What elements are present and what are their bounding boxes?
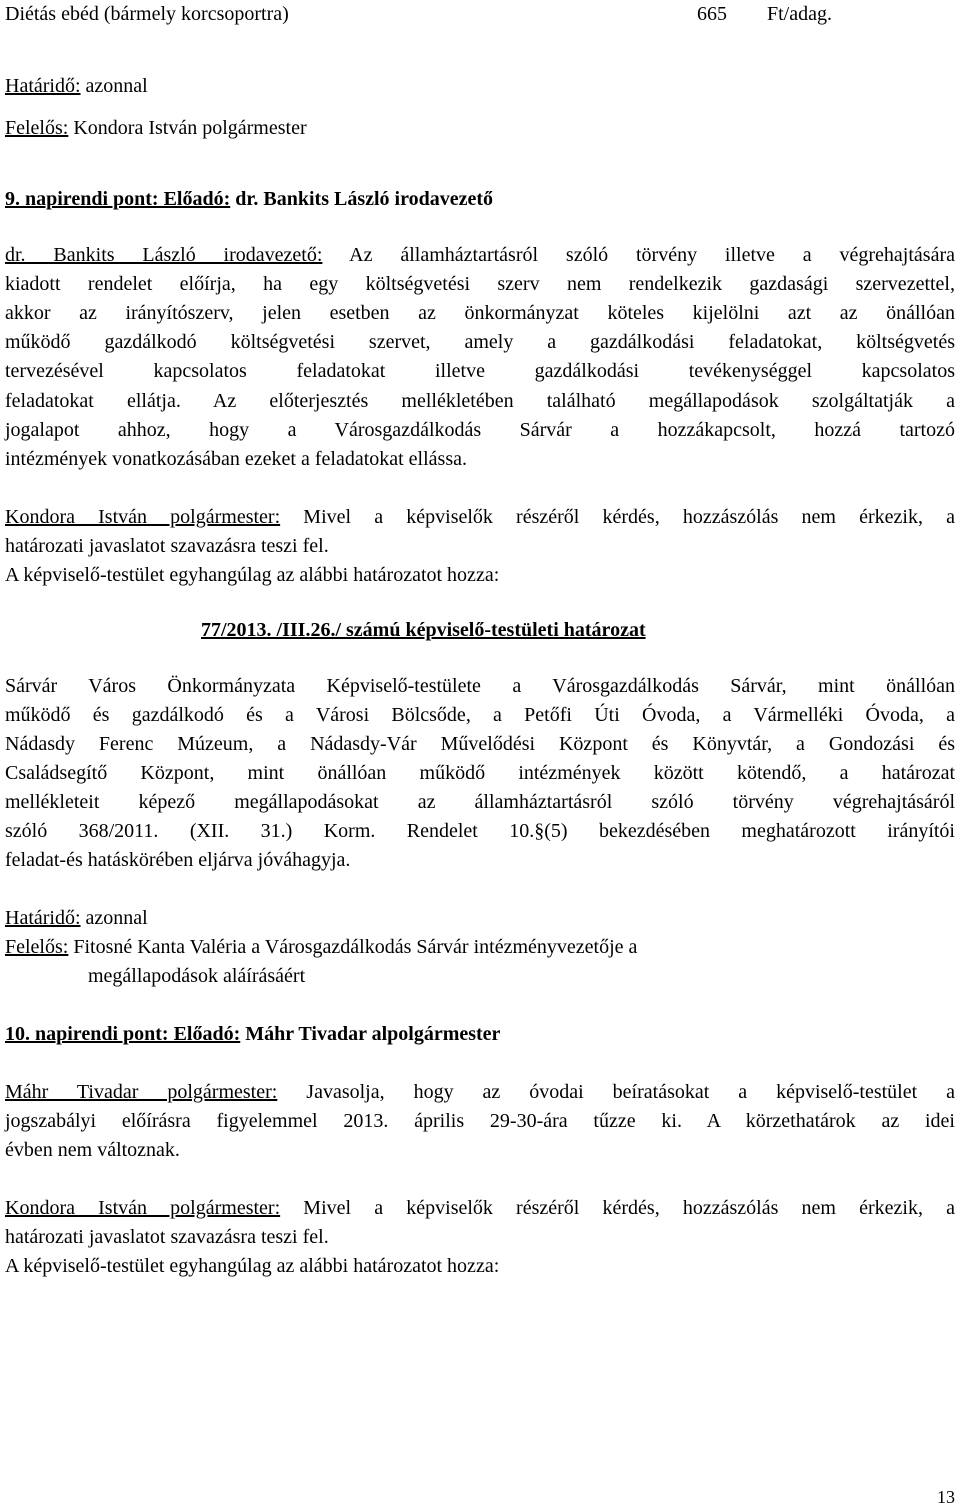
resolution-line: Nádasdy Ferenc Múzeum, a Nádasdy-Vár Művelődési Központ és Könyvtár, a Gondozási és (5, 733, 955, 755)
responsible-line (5, 933, 637, 961)
menu-item-unit (767, 0, 832, 28)
deadline-value: azonnal (80, 75, 148, 97)
speech-line: kiadott rendelet előírja, ha egy költségvetési szerv nem rendelkezik gazdasági szervezettel, (5, 273, 955, 295)
resolution-line: mellékleteit képező megállapodásokat az államháztartásról szóló törvény végrehajtásáról (5, 791, 955, 813)
responsible-value-cont: megállapodások aláírásáért (88, 965, 306, 987)
resolution-title: 77/2013. /III.26./ számú képviselő-testületi határozat (201, 619, 646, 641)
mayor-speech-line: Kondora István polgármester: Mivel a képviselők részéről kérdés, hozzászólás nem érkezik, a (5, 506, 955, 528)
resolution-line: Családsegítő Központ, mint önállóan működő intézmények között kötendő, a határozat (5, 762, 955, 784)
agenda-heading-label: napirendi pont: Előadó: (30, 1023, 241, 1045)
speech-line: intézmények vonatkozásában ezeket a feladatokat ellássa. (5, 448, 467, 470)
menu-item-row (5, 0, 289, 28)
responsible-value: Kondora István polgármester (68, 117, 307, 139)
speech-line: feladatokat ellátja. Az előterjesztés mellékletében található megállapodások szolgáltatják a (5, 390, 955, 412)
resolution-line: Sárvár Város Önkormányzata Képviselő-testülete a Városgazdálkodás Sárvár, mint önállóan (5, 675, 955, 697)
speech-line: jogszabályi előírásra figyelemmel 2013. április 29-30-ára tűzze ki. A körzethatárok az idei (5, 1110, 955, 1132)
menu-item-price (697, 0, 727, 28)
deadline-line (5, 72, 148, 100)
resolution-line: működő és gazdálkodó és a Városi Bölcsőde, a Petőfi Úti Óvoda, a Vármelléki Óvoda, a (5, 704, 955, 726)
mayor-speech-line: határozati javaslatot szavazásra teszi fel. (5, 1226, 329, 1248)
speech-line: tervezésével kapcsolatos feladatokat illetve gazdálkodási tevékenységgel kapcsolatos (5, 360, 955, 382)
speaker-name: dr. Bankits László irodavezető: (5, 244, 323, 266)
speaker-name: Kondora István polgármester: (5, 1197, 281, 1219)
deadline-label: Határidő: (5, 75, 81, 97)
deadline-value: azonnal (80, 907, 148, 929)
deadline-line (5, 904, 148, 932)
mayor-speech-line: határozati javaslatot szavazásra teszi fel. (5, 535, 329, 557)
speech-line: dr. Bankits László irodavezető: Az államháztartásról szóló törvény illetve a végrehajtására (5, 244, 955, 266)
speech-line: jogalapot ahhoz, hogy a Városgazdálkodás Sárvár a hozzákapcsolt, hozzá tartozó (5, 419, 955, 441)
agenda-presenter: Máhr Tivadar alpolgármester (240, 1023, 501, 1045)
speech-line: Máhr Tivadar polgármester: Javasolja, hogy az óvodai beíratásokat a képviselő-testület a (5, 1081, 956, 1103)
speaker-name: Kondora István polgármester: (5, 506, 281, 528)
responsible-line (5, 114, 307, 142)
speech-line: évben nem változnak. (5, 1139, 180, 1161)
price-unit: Ft/adag. (767, 3, 832, 25)
page-number: 13 (937, 1487, 955, 1507)
responsible-label: Felelős: (5, 117, 69, 139)
agenda-heading-10 (5, 1020, 500, 1048)
agenda-heading-label: 9. napirendi pont: Előadó: (5, 188, 231, 210)
speaker-name: Máhr Tivadar polgármester: (5, 1081, 278, 1103)
agenda-heading-9 (5, 185, 493, 213)
price-value: 665 (697, 3, 727, 25)
agenda-number: 10. (5, 1023, 30, 1045)
vote-statement: A képviselő-testület egyhangúlag az alábbi határozatot hozza: (5, 564, 500, 586)
mayor-speech-line: Kondora István polgármester: Mivel a képviselők részéről kérdés, hozzászólás nem érkezik, a (5, 1197, 955, 1219)
document-page (5, 0, 955, 1509)
responsible-label: Felelős: (5, 936, 69, 958)
agenda-presenter: dr. Bankits László irodavezető (230, 188, 494, 210)
resolution-line: szóló 368/2011. (XII. 31.) Korm. Rendelet 10.§(5) bekezdésében meghatározott irányítói (5, 820, 955, 842)
resolution-line: feladat-és hatáskörében eljárva jóváhagyja. (5, 849, 351, 871)
speech-line: működő gazdálkodó költségvetési szervet, amely a gazdálkodási feladatokat, költségvetés (5, 331, 955, 353)
vote-statement: A képviselő-testület egyhangúlag az alábbi határozatot hozza: (5, 1255, 500, 1277)
deadline-label: Határidő: (5, 907, 81, 929)
speech-line: akkor az irányítószerv, jelen esetben az önkormányzat köteles kijelölni azt az önállóan (5, 302, 955, 324)
menu-item-label: Diétás ebéd (bármely korcsoportra) (5, 3, 289, 25)
responsible-value: Fitosné Kanta Valéria a Városgazdálkodás Sárvár intézményvezetője a (68, 936, 638, 958)
